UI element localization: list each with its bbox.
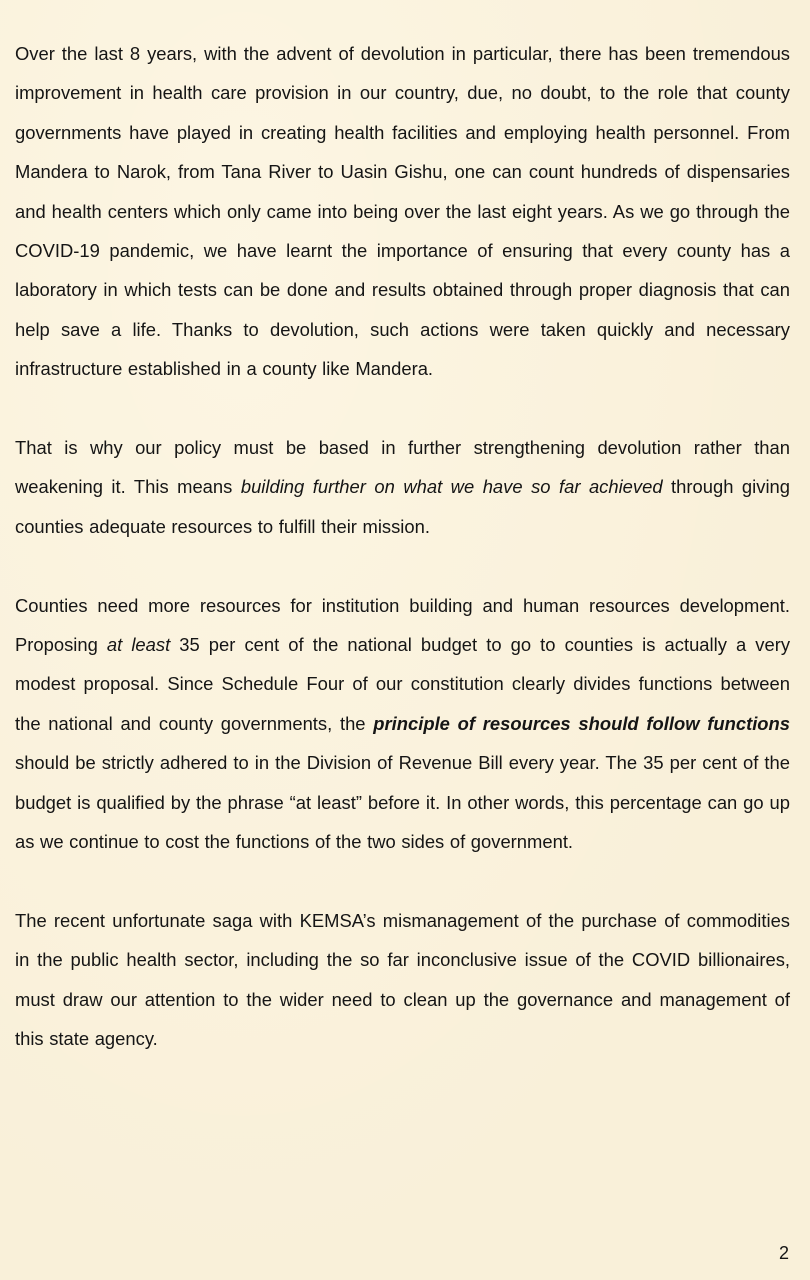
document-body [15, 34, 790, 1059]
paragraph-policy-devolution [15, 428, 790, 546]
paragraph-kemsa: The recent unfortunate saga with KEMSA’s mismanagement of the purchase of commodities in the public health sector, including the so far inconclusive issue of the COVID billionaires, must draw our attention to the wider need to clean up the governance and management of this state agency. [15, 909, 790, 1050]
paragraph-text: through giving counties adequate resources to fulfill their mission. [15, 476, 790, 537]
paragraph-text: should be strictly adhered to in the Division of Revenue Bill every year. The 35 per cent of the budget is qualified by the phrase “at least” before it. In other words, this percentage can go up as we continue to cost the functions of the two sides of government. [15, 752, 790, 853]
page-number: 2 [778, 1243, 789, 1263]
paragraph-text: That is why our policy must be based in further strengthening devolution rather than weakening it. This means [15, 437, 790, 498]
paragraph-text: 35 per cent of the national budget to go to counties is actually a very modest proposal. Since Schedule Four of our constitution clearly divides functions between the national and county governments, the [15, 634, 791, 734]
emphasis-text: building further on what we have so far achieved [240, 476, 663, 498]
paragraph-county-resources [15, 586, 790, 862]
paragraph-text: Counties need more resources for institution building and human resources development. Proposing [15, 594, 790, 656]
paragraph-devolution-health: Over the last 8 years, with the advent of devolution in particular, there has been tremendous improvement in health care provision in our country, due, no doubt, to the role that county governments have played in creating health facilities and employing health personnel. From Mandera to Narok, from Tana River to Uasin Gishu, one can count hundreds of dispensaries and health centers which only came into being over the last eight years. As we go through the COVID-19 pandemic, we have learnt the importance of ensuring that every county has a laboratory in which tests can be done and results obtained through proper diagnosis that can help save a life. Thanks to devolution, such actions were taken quickly and necessary infrastructure established in a county like Mandera. [15, 43, 790, 380]
emphasis-text: at least [106, 634, 171, 656]
strong-emphasis-text: principle of resources should follow functions [373, 712, 791, 734]
